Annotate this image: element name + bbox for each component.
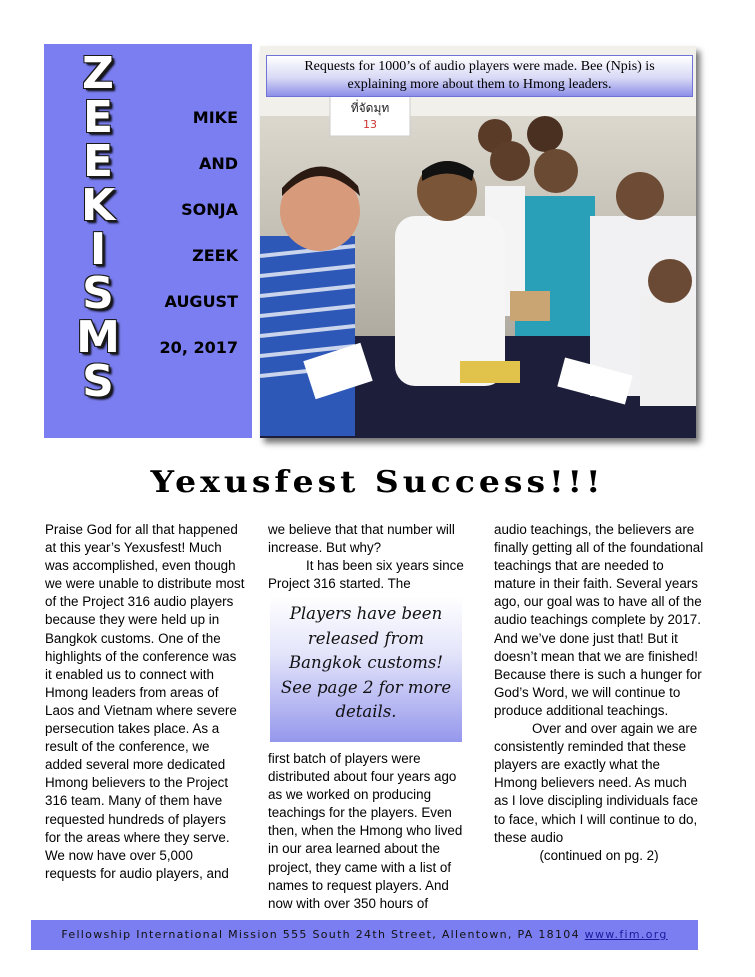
byline-line: 20, 2017 xyxy=(159,338,238,357)
masthead-letter: E xyxy=(82,136,114,187)
paragraph: first batch of players were distributed about four years ago as we worked on producing teachings for the players. Even then, when the Hmong who lived in our area learned about the project, they came with a list of names to request players. And now with over 350 hours of xyxy=(268,751,463,911)
footer-bar xyxy=(31,920,698,950)
paragraph: Praise God for all that happened at this year’s Yexusfest! Much was accomplished, even though we were unable to distribute most of the Project 316 audio players because they were held up in Bangkok customs. One of the highlights of the conference was it enabled us to connect with Hmong leaders from areas of Laos and Vietnam where severe persecution takes place. As a result of the conference, we added several more dedicated Hmong believers to the Project 316 team. Many of them have requested hundreds of players for the areas where they serve. We now have over 5,000 requests for audio players, and xyxy=(45,522,245,881)
byline-line: AUGUST xyxy=(164,292,238,311)
masthead-letter: E xyxy=(82,92,114,143)
photo xyxy=(260,46,696,438)
masthead-title xyxy=(70,48,126,407)
masthead-letter: S xyxy=(82,356,114,407)
masthead-letter: Z xyxy=(82,48,114,99)
masthead-letter: S xyxy=(82,268,114,319)
callout-box: Players have been released from Bangkok customs! See page 2 for more details. xyxy=(270,596,462,742)
paragraph: It has been six years since Project 316 started. The xyxy=(268,558,464,592)
article-headline: Yexusfest Success!!! xyxy=(150,463,605,500)
paragraph: we believe that that number will increase. But why? xyxy=(268,522,455,556)
article-column-3 xyxy=(494,521,704,865)
byline xyxy=(140,103,238,379)
article-column-2 xyxy=(268,521,468,593)
article-column-1 xyxy=(45,521,245,883)
paragraph: Over and over again we are consistently reminded that these players are exactly what the Hmong believers need. As much as I love discipling individuals face to face, which I will continue to do, these audio xyxy=(494,721,698,845)
masthead-letter: K xyxy=(80,180,116,231)
article-column-2-continued xyxy=(268,750,468,913)
masthead-letter: M xyxy=(76,312,120,363)
photo-illustration xyxy=(260,46,696,438)
caption-line-2: explaining more about them to Hmong leaders. xyxy=(347,77,612,92)
masthead-letter: I xyxy=(89,224,107,275)
paragraph: audio teachings, the believers are finally getting all of the foundational teachings that are needed to mature in their faith. Several years ago, our goal was to have all of the audio teachings complete by 2017. And we’ve done just that! But it doesn’t mean that we are finished! Because there is such a hunger for God’s Word, we will continue to produce additional teachings. xyxy=(494,522,704,718)
sign-text: ที่จัดมุท xyxy=(350,101,390,115)
website-link[interactable]: www.fim.org xyxy=(584,928,668,941)
caption-line-1: Requests for 1000’s of audio players were made. Bee (Npis) is xyxy=(304,59,655,74)
footer-address: Fellowship International Mission 555 South 24th Street, Allentown, PA 18104 xyxy=(61,928,580,941)
photo-caption xyxy=(266,55,693,97)
continued-note: (continued on pg. 2) xyxy=(539,847,659,863)
byline-line: ZEEK xyxy=(192,246,238,265)
byline-line: MIKE xyxy=(192,108,238,127)
sign-number: 13 xyxy=(363,118,377,131)
byline-line: AND xyxy=(198,154,238,173)
byline-line: SONJA xyxy=(181,200,238,219)
